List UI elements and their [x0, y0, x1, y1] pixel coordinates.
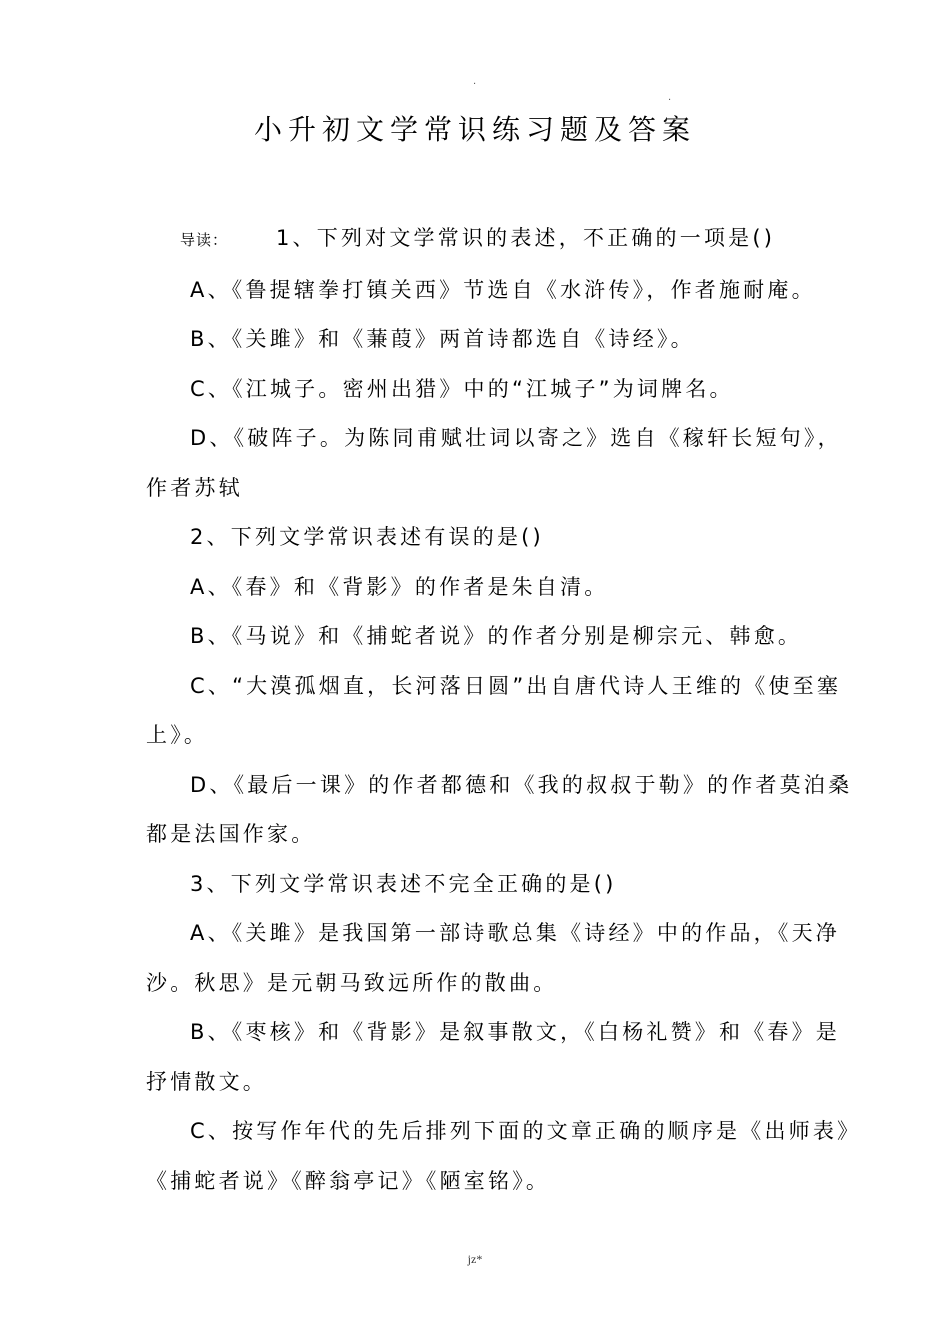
question-3-option-a: A、《关雎》是我国第一部诗歌总集《诗经》中的作品，《天净: [190, 921, 840, 945]
lead-label: 导读：: [180, 231, 229, 249]
question-3-option-c-cont: 《捕蛇者说》《醉翁亭记》《陋室铭》。: [146, 1168, 551, 1193]
document-body: [146, 214, 862, 1206]
question-1-stem: [146, 214, 808, 266]
question-3-stem: 3、下列文学常识表述不完全正确的是(): [190, 871, 617, 896]
question-2-option-d: D、《最后一课》的作者都德和《我的叔叔于勒》的作者莫泊桑: [190, 772, 853, 797]
question-2-option-c: C、“大漠孤烟直，长河落日圆”出自唐代诗人王维的《使至塞: [190, 673, 842, 698]
question-2-option-a: A、《春》和《背影》的作者是朱自清。: [190, 574, 609, 599]
question-3-option-b-cont: 抒情散文。: [146, 1069, 267, 1094]
question-1-option-d-cont: 作者苏轼: [146, 475, 243, 500]
question-stem: 1、下列对文学常识的表述，不正确的一项是(): [276, 226, 776, 250]
question-2-stem: 2、下列文学常识表述有误的是(): [190, 525, 544, 549]
stray-mark: .: [473, 76, 477, 87]
question-2-option-c-cont: 上》。: [146, 723, 209, 747]
question-2-option-d-cont: 都是法国作家。: [146, 822, 316, 846]
question-3-option-c: C、按写作年代的先后排列下面的文章正确的顺序是《出师表》: [190, 1119, 862, 1143]
question-1-option-d: D、《破阵子。为陈同甫赋壮词以寄之》选自《稼轩长短句》，: [190, 426, 842, 450]
question-3-option-b: B、《枣核》和《背影》是叙事散文，《白杨礼赞》和《春》是: [190, 1020, 841, 1044]
question-2-option-b: B、《马说》和《捕蛇者说》的作者分别是柳宗元、韩愈。: [190, 624, 803, 648]
page-title: 小升初文学常识练习题及答案: [253, 113, 696, 146]
question-1-option-b: B、《关雎》和《蒹葭》两首诗都选自《诗经》。: [190, 327, 695, 351]
question-3-option-a-cont: 沙。秋思》是元朝马致远所作的散曲。: [146, 970, 558, 995]
page-footer: jz*: [467, 1252, 483, 1266]
question-1-option-c: C、《江城子。密州出猎》中的“江城子”为词牌名。: [190, 376, 734, 401]
question-1-option-a: A、《鲁提辖拳打镇关西》节选自《水浒传》，作者施耐庵。: [190, 277, 816, 302]
stray-mark: .: [668, 92, 672, 103]
